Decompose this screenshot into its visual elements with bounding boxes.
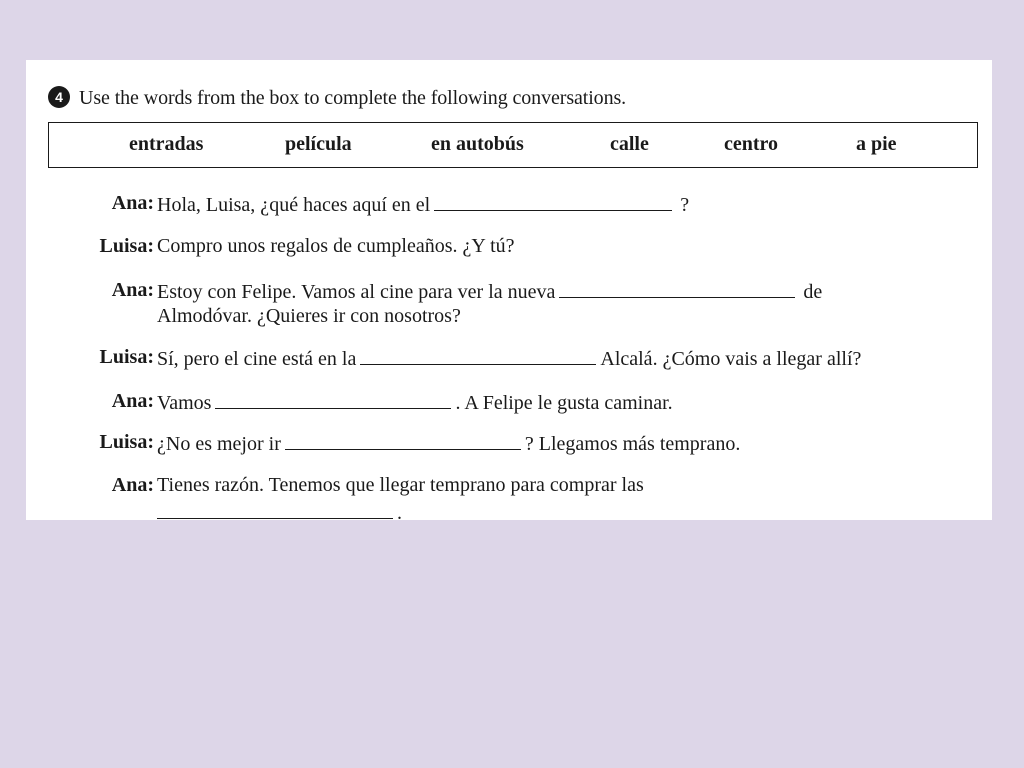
answer-blank[interactable] — [434, 192, 672, 211]
word-box — [48, 122, 978, 168]
dialogue-continuation: Almodóvar. ¿Quieres ir con nosotros? — [157, 305, 461, 327]
text-after-blank: . — [397, 502, 402, 520]
dialogue-text: Compro unos regalos de cumpleaños. ¿Y tú? — [157, 235, 515, 257]
word-box-item: película — [285, 133, 352, 155]
speaker-label: Ana: — [111, 390, 154, 412]
exercise-number-badge: 4 — [48, 86, 70, 108]
word-box-item: centro — [724, 133, 779, 155]
exercise-instruction — [48, 86, 626, 110]
dialogue-text — [157, 279, 822, 304]
dialogue-text — [157, 346, 861, 371]
word-box-item: a pie — [856, 133, 897, 155]
worksheet-page — [26, 60, 992, 520]
answer-blank[interactable] — [559, 279, 795, 298]
text-after-blank: ? Llegamos más temprano. — [524, 433, 741, 455]
text-after-blank: de — [803, 281, 823, 303]
text-after-blank: Alcalá. ¿Cómo vais a llegar allí? — [600, 348, 862, 370]
text-before-blank: Estoy con Felipe. Vamos al cine para ver la nueva — [157, 281, 556, 303]
text-before-blank: Hola, Luisa, ¿qué haces aquí en el — [157, 194, 431, 216]
dialogue-text — [157, 390, 673, 415]
text-before-blank: ¿No es mejor ir — [157, 433, 281, 455]
speaker-label: Ana: — [111, 474, 154, 496]
speaker-label: Ana: — [111, 279, 154, 301]
answer-blank[interactable] — [360, 346, 596, 365]
word-box-item: entradas — [129, 133, 204, 155]
word-box-item: en autobús — [431, 133, 524, 155]
answer-blank[interactable] — [157, 500, 393, 519]
speaker-label: Luisa: — [99, 431, 154, 453]
dialogue-text: Tienes razón. Tenemos que llegar temprano para comprar las — [157, 474, 644, 496]
text-before-blank: Vamos — [157, 392, 212, 414]
text-after-blank: ? — [680, 194, 690, 216]
speaker-label: Ana: — [111, 192, 154, 214]
word-box-item: calle — [610, 133, 649, 155]
speaker-label: Luisa: — [99, 235, 154, 257]
text-before-blank: Sí, pero el cine está en la — [157, 348, 357, 370]
dialogue-text — [157, 431, 740, 456]
answer-blank[interactable] — [215, 390, 451, 409]
text-after-blank: . A Felipe le gusta caminar. — [455, 392, 673, 414]
speaker-label: Luisa: — [99, 346, 154, 368]
dialogue-continuation — [157, 500, 402, 520]
instruction-text: Use the words from the box to complete the following conversations. — [79, 87, 627, 109]
dialogue-text — [157, 192, 689, 217]
answer-blank[interactable] — [285, 431, 521, 450]
